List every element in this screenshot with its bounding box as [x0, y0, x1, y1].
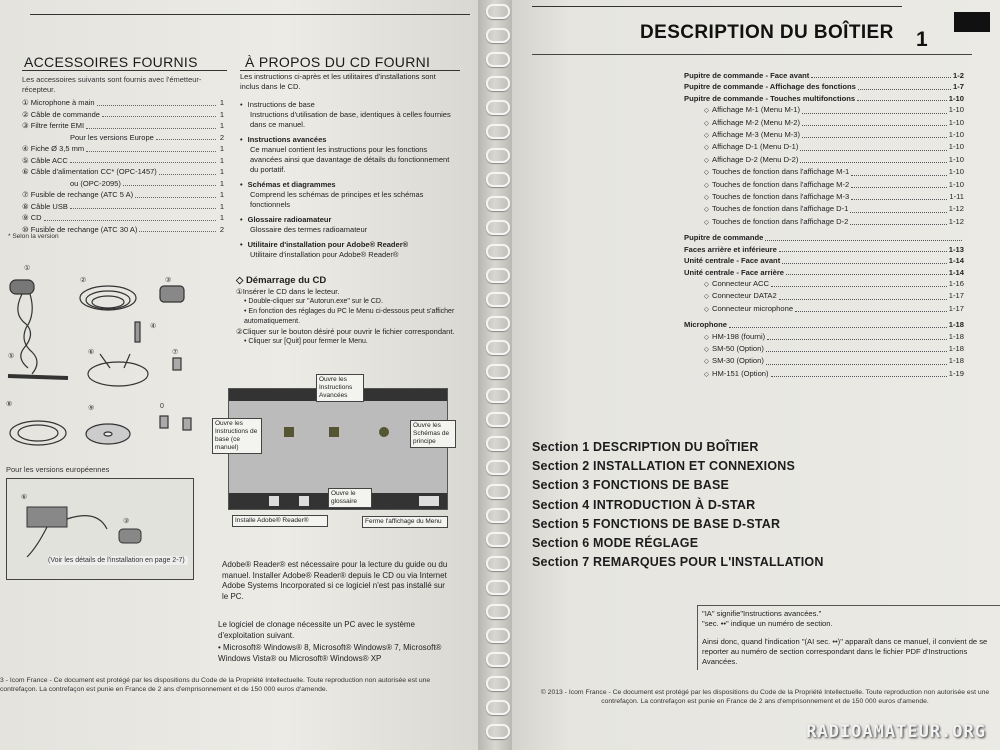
toc-label: ◇ Connecteur DATA2 — [684, 290, 777, 302]
fuse-icon — [173, 358, 181, 370]
toc-page: 1-10 — [948, 179, 964, 189]
euro-caption: Pour les versions européennes — [6, 465, 110, 474]
start-step: ①Insérer le CD dans le lecteur. — [236, 287, 340, 296]
spiral-ring — [486, 244, 510, 259]
toc-entry[interactable] — [684, 319, 964, 330]
cd-item — [240, 100, 455, 130]
cd-underline — [240, 70, 460, 71]
top-rule — [30, 14, 470, 15]
section-entry[interactable]: Section 7 REMARQUES POUR L'INSTALLATION — [532, 555, 824, 570]
toc-page: 1-10 — [948, 167, 964, 177]
accessory-number: ⑦ — [22, 190, 29, 199]
toc-label: ◇ SM-50 (Option) — [684, 343, 764, 355]
start-step: ②Cliquer sur le bouton désiré pour ouvrir le fichier correspondant. — [236, 327, 455, 336]
toc-entry[interactable] — [684, 255, 964, 266]
cd-item — [240, 180, 455, 210]
spiral-ring — [486, 52, 510, 67]
toc-label: ◇ HM-151 (Option) — [684, 368, 769, 380]
quit-button[interactable] — [419, 496, 439, 506]
note-line-3: Ainsi donc, quand l'indication "(AI sec. ••)" apparaît dans ce manuel, il convient de se reporter au numéro de section correspondant dans le fichier PDF d'Instructions Avancées. — [702, 637, 988, 666]
spiral-ring — [486, 532, 510, 547]
toc-page: 1-10 — [948, 105, 964, 115]
svg-text:②: ② — [80, 277, 87, 284]
start-step: • En fonction des réglages du PC le Menu ci-dessous peut s'afficher automatiquement. — [244, 308, 455, 325]
accessory-row — [22, 178, 224, 190]
spiral-ring — [486, 460, 510, 475]
svg-text:⑦: ⑦ — [172, 349, 179, 356]
spiral-ring — [486, 724, 510, 739]
callout-advanced: Ouvre les Instructions Avancées — [316, 374, 364, 402]
svg-text:⑨: ⑨ — [88, 405, 95, 412]
toc-label: Pupitre de commande - Touches multifonctions — [684, 93, 856, 103]
section-entry[interactable]: Section 5 FONCTIONS DE BASE D-STAR — [532, 516, 781, 531]
accessory-label: Fiche Ø 3,5 mm — [30, 144, 85, 153]
cd-item-desc: Comprend les schémas de principes et les schémas fonctionnels — [250, 190, 424, 209]
toc-page: 1-16 — [948, 278, 964, 288]
svg-text:⑤: ⑤ — [8, 353, 15, 360]
left-page — [0, 0, 478, 750]
toc-page: 1-10 — [948, 142, 964, 152]
cd-item-title: • Instructions avancées — [240, 135, 327, 144]
toc-label: Pupitre de commande - Face avant — [684, 71, 810, 80]
toc-label: ◇ Touches de fonction dans l'affichage M-2 — [684, 179, 849, 191]
toc-entry[interactable] — [684, 93, 964, 104]
page-title: DESCRIPTION DU BOÎTIER — [640, 22, 894, 43]
cd-item — [240, 135, 455, 175]
toc-page: 1-12 — [948, 216, 964, 226]
spiral-ring — [486, 268, 510, 283]
install-caption: (Voir les détails de l'installation en page 2-7) — [48, 556, 188, 565]
toc-label: Unité centrale - Face avant — [684, 256, 781, 266]
toc-entry[interactable] — [684, 278, 964, 290]
toc-entry[interactable] — [684, 203, 964, 215]
accessory-label: Fusible de rechange (ATC 5 A) — [30, 190, 134, 199]
section-entry[interactable]: Section 1 DESCRIPTION DU BOÎTIER — [532, 440, 759, 454]
adobe-text: Adobe® Reader® est nécessaire pour la lecture du guide ou du manuel. Installer Adobe® Reader® depuis le CD ou via Internet Adobe Systems Incorporated si ce logiciel n'est pas installé sur le PC. — [222, 560, 448, 601]
glossary-icon[interactable] — [299, 496, 309, 506]
spiral-ring — [486, 76, 510, 91]
cd-item-title: • Instructions de base — [240, 100, 315, 109]
microphone-icon — [10, 280, 34, 294]
advanced-icon[interactable] — [329, 427, 339, 437]
toc-label: ◇ HM-198 (fourni) — [684, 331, 765, 343]
spiral-ring — [486, 412, 510, 427]
accessories-underline — [22, 70, 227, 71]
callout-close: Ferme l'affichage du Menu — [362, 516, 448, 528]
toc-page: 1-17 — [948, 291, 964, 301]
toc-page: 1-19 — [948, 368, 964, 378]
toc-entry[interactable] — [684, 343, 964, 355]
spiral-ring — [486, 316, 510, 331]
basic-icon[interactable] — [284, 427, 294, 437]
toc-entry[interactable] — [684, 141, 964, 153]
toc-entry[interactable] — [684, 216, 964, 228]
accessory-number: ⑧ — [22, 201, 29, 211]
toc-page: 1-13 — [948, 244, 964, 254]
accessory-qty: 1 — [219, 213, 224, 222]
toc-label: ◇ Touches de fonction dans l'affichage M-1 — [684, 166, 849, 178]
accessory-number: ⑩ — [22, 224, 29, 234]
accessories-list — [22, 97, 224, 235]
section-entry[interactable]: Section 2 INSTALLATION ET CONNEXIONS — [532, 459, 796, 474]
accessory-row — [22, 189, 224, 201]
toc-label: Pupitre de commande - Affichage des fonctions — [684, 82, 856, 92]
toc-page: 1-10 — [948, 154, 964, 164]
svg-text:③: ③ — [123, 518, 130, 525]
toc-entry[interactable] — [684, 104, 964, 116]
toc-label: Unité centrale - Face arrière — [684, 267, 785, 277]
cd-start-heading: ◇ Démarrage du CD — [236, 275, 327, 286]
acc-cable-icon — [8, 376, 68, 378]
toc-label: ◇ Connecteur microphone — [684, 303, 793, 315]
toc-label: ◇ Affichage M-3 (Menu M-3) — [684, 129, 800, 141]
accessory-row — [22, 212, 224, 224]
callout-basic: Ouvre les Instructions de base (ce manuel) — [212, 418, 262, 454]
toc-label: ◇ SM-30 (Option) — [684, 355, 764, 367]
accessory-qty: 2 — [219, 224, 224, 234]
accessory-qty: 1 — [219, 190, 224, 199]
spiral-ring — [486, 364, 510, 379]
dc-cable-icon — [88, 362, 148, 386]
section-entry[interactable]: Section 6 MODE RÉGLAGE — [532, 536, 699, 550]
spiral-ring — [486, 172, 510, 187]
toc-entry[interactable] — [684, 303, 964, 315]
toc-page: 1-7 — [953, 82, 964, 92]
spiral-ring — [486, 340, 510, 355]
watermark: RADIOAMATEUR.ORG — [806, 722, 986, 742]
accessory-label: Fusible de rechange (ATC 30 A) — [30, 224, 138, 234]
toc-label: ◇ Touches de fonction dans l'affichage D-2 — [684, 216, 848, 228]
version-note: * Selon la version — [8, 233, 59, 240]
chapter-number: 1 — [916, 28, 928, 51]
toc-label: Pupitre de commande — [684, 233, 764, 243]
toc-page: 1-12 — [948, 204, 964, 214]
spiral-ring — [486, 652, 510, 667]
spiral-ring — [486, 28, 510, 43]
spiral-ring — [486, 388, 510, 403]
accessory-row — [22, 166, 224, 178]
accessory-row — [22, 132, 224, 144]
callout-glossary: Ouvre le glossaire — [328, 488, 372, 508]
spiral-ring — [486, 292, 510, 307]
spiral-ring — [486, 604, 510, 619]
toc-page: 1-18 — [948, 320, 964, 330]
ferrite-filter-icon — [160, 286, 184, 302]
accessory-qty: 1 — [219, 201, 224, 211]
svg-text:③: ③ — [165, 277, 172, 284]
cd-item-desc: Instructions d'utilisation de base, identiques à celles fournies dans ce manuel. — [250, 110, 451, 129]
mic-cord — [18, 294, 31, 368]
toc-entry[interactable] — [684, 166, 964, 178]
toc-entry[interactable] — [684, 129, 964, 141]
toc-label: ◇ Affichage M-2 (Menu M-2) — [684, 117, 800, 129]
spiral-ring — [486, 700, 510, 715]
spiral-ring — [486, 100, 510, 115]
cd-item-desc: Ce manuel contient les instructions pour les fonctions avancées ainsi que davantage de détails du fonctionnement du portatif. — [250, 145, 450, 174]
accessory-qty: 1 — [219, 98, 224, 107]
toc-entry[interactable] — [684, 70, 964, 81]
right-page — [512, 0, 1000, 750]
svg-text:⑥: ⑥ — [21, 494, 28, 501]
cd-item-title: • Schémas et diagrammes — [240, 180, 336, 189]
spiral-ring — [486, 4, 510, 19]
cd-item-desc: Glossaire des termes radioamateur — [250, 225, 368, 234]
toc-entry[interactable] — [684, 191, 964, 203]
accessory-number: ⑥ — [22, 167, 29, 176]
toc-entry[interactable] — [684, 117, 964, 129]
accessory-row — [22, 201, 224, 213]
start-step: • Double-cliquer sur "Autorun.exe" sur le CD. — [244, 298, 383, 305]
callout-install: Installe Adobe® Reader® — [232, 515, 328, 527]
svg-text:0: 0 — [160, 403, 164, 410]
svg-text:④: ④ — [150, 323, 157, 330]
clone-text: Le logiciel de clonage nécessite un PC avec le système d'exploitation suivant. — [218, 620, 415, 640]
spiral-ring — [486, 220, 510, 235]
toc-entry[interactable] — [684, 154, 964, 166]
toc-entry[interactable] — [684, 290, 964, 302]
accessory-label: Câble d'alimentation CC* (OPC-1457) — [30, 167, 157, 176]
spiral-ring — [486, 556, 510, 571]
accessory-label: Câble de commande — [30, 109, 100, 119]
toc-page: 1-14 — [948, 267, 964, 277]
accessory-qty: 1 — [219, 167, 224, 176]
spiral-ring — [486, 580, 510, 595]
accessory-qty: 1 — [219, 155, 224, 165]
accessory-row — [22, 97, 224, 109]
toc-label: Microphone — [684, 320, 728, 330]
accessories-illustration — [0, 258, 230, 458]
accessory-qty: 1 — [219, 178, 224, 188]
schema-icon[interactable] — [379, 427, 389, 437]
svg-text:⑧: ⑧ — [6, 401, 13, 408]
cd-item — [240, 215, 455, 235]
ia-note — [697, 605, 1000, 670]
accessory-label: Câble USB — [30, 201, 68, 211]
accessory-number: ① — [22, 98, 29, 107]
os-text: • Microsoft® Windows® 8, Microsoft® Windows® 7, Microsoft® Windows Vista® ou Microsoft® Windows® XP — [218, 643, 442, 663]
accessory-number: ② — [22, 109, 29, 119]
accessory-row — [22, 155, 224, 167]
callout-schemas: Ouvre les Schémas de principe — [410, 420, 456, 448]
cd-item — [240, 240, 455, 260]
toc-entry[interactable] — [684, 179, 964, 191]
left-footer: 3 - Icom France - Ce document est protégé par les dispositions du Code de la Propriété Intellectuelle. Toute reproduction non autorisée est une contrefaçon. La contrefaçon est punie en France de 2 ans d'emprisonnement et de 150 000 euros d'amende. — [0, 677, 431, 693]
toc-label: ◇ Touches de fonction dans l'affichage D-1 — [684, 203, 848, 215]
cd-intro: Les instructions ci-après et les utilitaires d'installations sont inclus dans le CD. — [240, 72, 436, 91]
toc-label: ◇ Affichage D-1 (Menu D-1) — [684, 141, 798, 153]
toc-label: Faces arrière et inférieure — [684, 244, 777, 254]
spiral-ring — [486, 676, 510, 691]
toc-page: 1-2 — [953, 71, 964, 80]
note-line-2: "sec. ••" indique un numéro de section. — [702, 619, 833, 628]
toc-page: 1-17 — [948, 303, 964, 313]
cd-item-title: • Utilitaire d'installation pour Adobe® Reader® — [240, 240, 409, 249]
toc-entry[interactable] — [684, 331, 964, 343]
spiral-ring — [486, 628, 510, 643]
section-entry[interactable]: Section 4 INTRODUCTION À D-STAR — [532, 497, 756, 512]
title-top-rule — [532, 6, 902, 7]
cd-start-steps — [236, 287, 458, 347]
accessory-number: ③ — [22, 121, 29, 130]
toc-label: ◇ Touches de fonction dans l'affichage M-3 — [684, 191, 849, 203]
spiral-ring — [486, 508, 510, 523]
accessory-row — [22, 120, 224, 132]
accessory-number: ⑨ — [22, 213, 29, 222]
chapter-tab — [954, 12, 990, 32]
toc-page: 1-18 — [948, 331, 964, 341]
toc-label: ◇ Affichage M-1 (Menu M-1) — [684, 104, 800, 116]
cd-items — [240, 100, 455, 260]
accessory-label: Pour les versions Europe — [70, 132, 154, 142]
toc-page: 1-14 — [948, 256, 964, 266]
toc-page: 1-10 — [948, 93, 964, 103]
start-step: • Cliquer sur [Quit] pour fermer le Menu. — [244, 338, 368, 345]
toc-page: 1-18 — [948, 343, 964, 353]
title-bottom-rule — [532, 54, 972, 55]
plug-icon — [135, 322, 140, 342]
accessory-label: Microphone à main — [30, 98, 95, 107]
table-of-contents — [684, 70, 964, 380]
accessory-label: Câble ACC — [30, 155, 68, 165]
control-cable-icon — [80, 286, 136, 310]
accessory-number: ⑤ — [22, 155, 29, 165]
accessory-label: ou (OPC-2095) — [70, 178, 121, 188]
accessory-qty: 2 — [219, 132, 224, 142]
cd-section — [240, 72, 455, 265]
accessories-heading: ACCESSOIRES FOURNIS — [24, 54, 198, 70]
accessory-row — [22, 143, 224, 155]
right-footer: © 2013 - Icom France - Ce document est protégé par les dispositions du Code de la Propriété Intellectuelle. Toute reproduction non autorisée est une contrefaçon. La contrefaçon est punie en France de 2 ans d'emprisonnement et de 150 000 euros d'amende. — [540, 689, 990, 705]
cd-item-title: • Glossaire radioamateur — [240, 215, 332, 224]
toc-entry[interactable] — [684, 232, 964, 243]
accessory-label: CD — [30, 213, 42, 222]
accessory-label: Filtre ferrite EMI — [30, 121, 85, 130]
cd-item-desc: Utilitaire d'installation pour Adobe® Reader® — [250, 250, 399, 259]
accessory-row — [22, 109, 224, 121]
accessory-qty: 1 — [219, 121, 224, 130]
spiral-ring — [486, 124, 510, 139]
toc-entry[interactable] — [684, 244, 964, 255]
toc-page: 1-11 — [949, 192, 964, 202]
svg-text:①: ① — [24, 265, 31, 272]
toc-page: 1-10 — [948, 117, 964, 127]
toc-label: ◇ Affichage D-2 (Menu D-2) — [684, 154, 798, 166]
toc-label: ◇ Connecteur ACC — [684, 278, 769, 290]
fuse-30a-icon — [160, 416, 168, 428]
note-line-1: "IA" signifie"Instructions avancées." — [702, 609, 822, 618]
accessory-qty: 1 — [219, 144, 224, 153]
spiral-ring — [486, 484, 510, 499]
accessories-intro: Les accessoires suivants sont fournis avec l'émetteur-récepteur. — [22, 75, 202, 94]
spiral-ring — [486, 196, 510, 211]
install-adobe-icon[interactable] — [269, 496, 279, 506]
spiral-ring — [486, 148, 510, 163]
svg-text:⑥: ⑥ — [88, 349, 95, 356]
toc-entry[interactable] — [684, 267, 964, 278]
accessory-number: ④ — [22, 144, 29, 153]
toc-entry[interactable] — [684, 368, 964, 380]
toc-entry[interactable] — [684, 81, 964, 92]
spiral-ring — [486, 436, 510, 451]
toc-page: 1-10 — [948, 130, 964, 140]
cd-heading: À PROPOS DU CD FOURNI — [245, 54, 431, 70]
accessory-qty: 1 — [219, 109, 224, 119]
toc-page: 1-18 — [948, 356, 964, 366]
section-entry[interactable]: Section 3 FONCTIONS DE BASE — [532, 478, 730, 493]
toc-entry[interactable] — [684, 355, 964, 367]
